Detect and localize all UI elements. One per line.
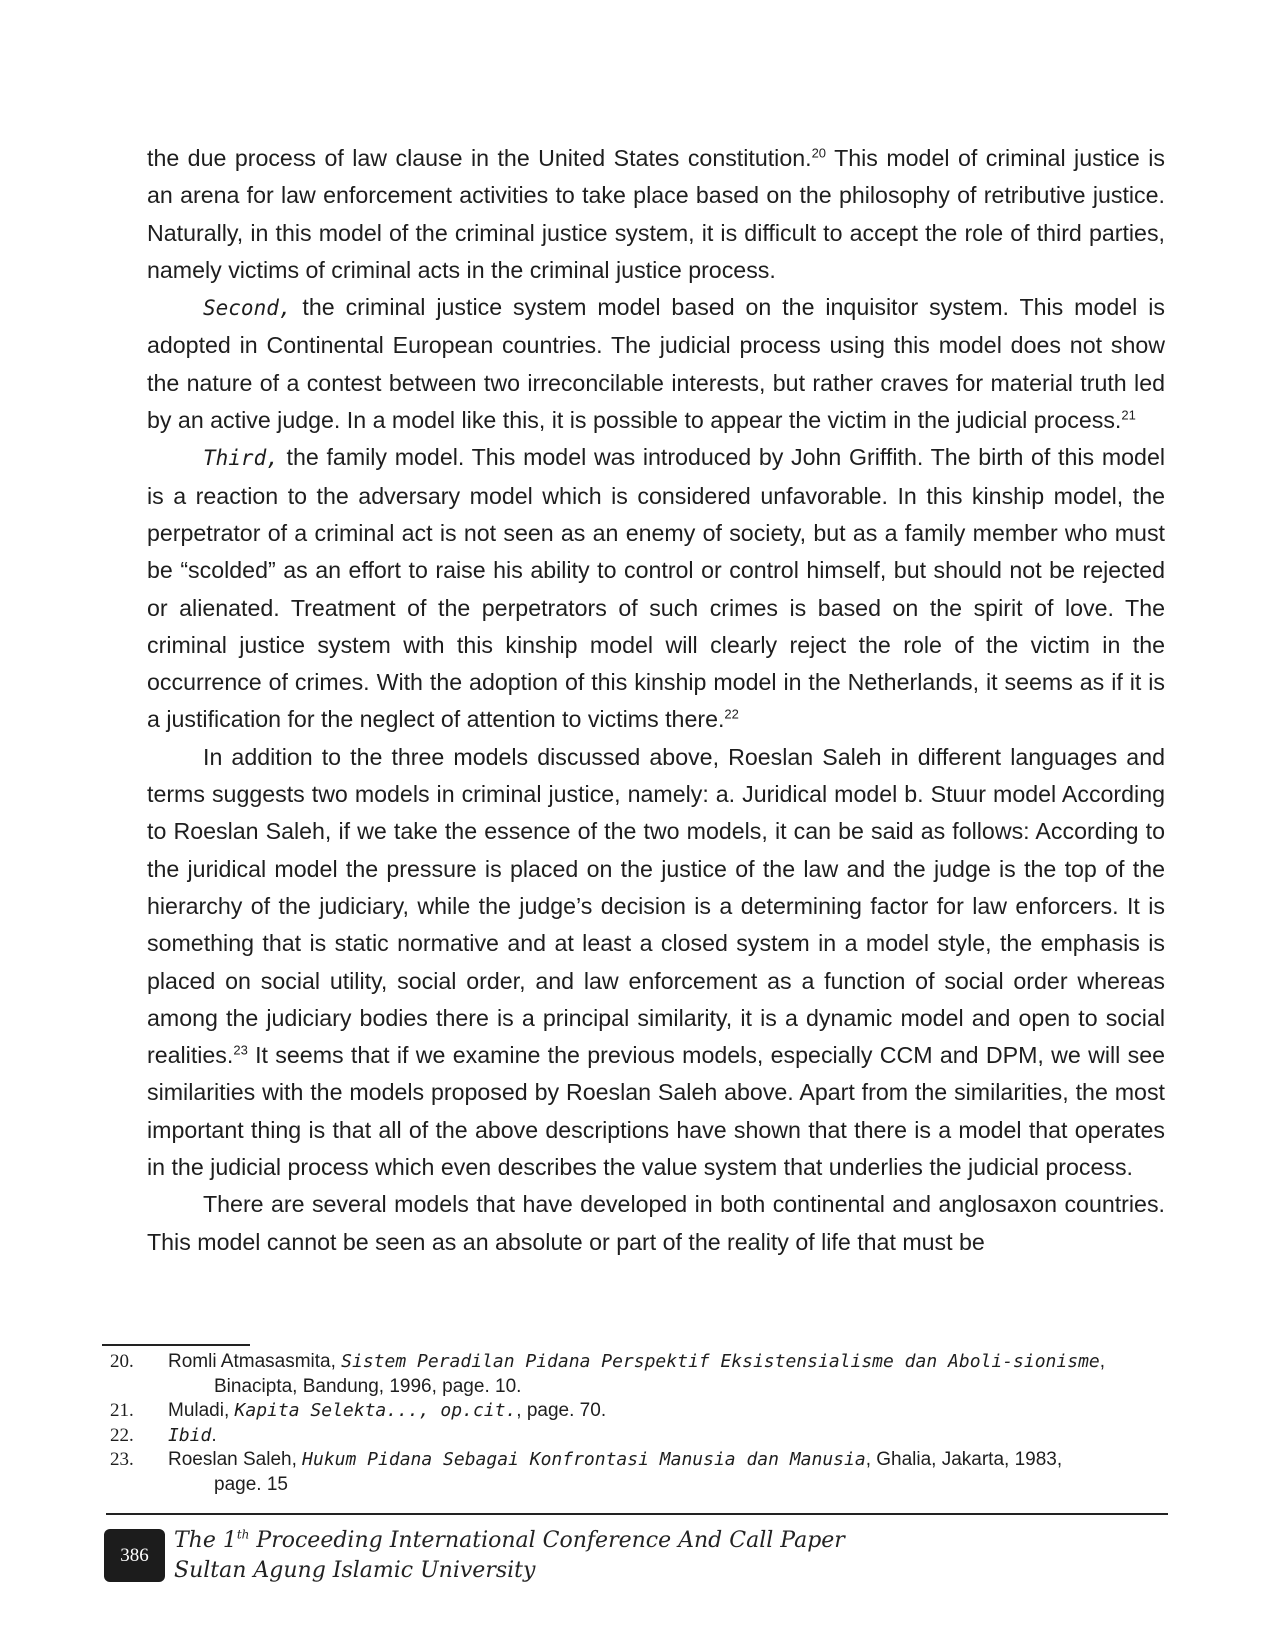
footnote-23: 23. Roeslan Saleh, Hukum Pidana Sebagai Konfrontasi Manusia dan Manusia, Ghalia, Jakarta, 1983, page. 15 — [110, 1449, 1063, 1495]
footer-line-2: Sultan Agung Islamic University — [174, 1558, 536, 1583]
page-number: 386 — [120, 1544, 149, 1566]
footnote-number: 20. — [110, 1351, 134, 1372]
paragraph-3: Third, the family model. This model was introduced by John Griffith. The birth of this model is a reaction to the adversary model which is considered unfavorable. In this kinship model, the perpetrator of a criminal act is not seen as an enemy of society, but as a family member who must be “scolded” as an effort to raise his ability to control or control himself, but should not be rejected or alienated. Treatment of the perpetrators of such crimes is based on the spirit of love. The criminal justice system with this kinship model will clearly reject the role of the victim in the occurrence of crimes. With the adoption of this kinship model in the Netherlands, it seems as if it is a justification for the neglect of attention to victims there.$^{22}$ — [147, 444, 1165, 733]
footnote-number: 22. — [110, 1424, 134, 1446]
footnote-ref-21[interactable]: 21 — [1121, 407, 1136, 423]
footnote-title: Sistem Peradilan Pidana Perspektif Eksistensialisme dan Aboli-sionisme — [341, 1351, 1100, 1372]
footnote-21: 21. Muladi, Kapita Selekta..., op.cit., page. 70. — [110, 1399, 1170, 1424]
footnote-22: 22. Ibid. — [110, 1424, 1170, 1449]
body-text — [147, 140, 1165, 1261]
footer-line-1: The 1th Proceeding International Conference And Call Paper — [174, 1527, 845, 1553]
footnote-ref-23[interactable]: 23 — [233, 1042, 248, 1058]
page-number-badge — [104, 1529, 165, 1582]
footnotes — [110, 1350, 1170, 1497]
footer-rule — [106, 1513, 1168, 1515]
footnote-title: Ibid — [168, 1424, 212, 1446]
footnote-number: 23. — [110, 1449, 134, 1470]
paragraph-1: the due process of law clause in the United States constitution.$^{20}$ This model of criminal justice is an arena for law enforcement activities to take place based on the philosophy of retributive justice. Naturally, in this model of the criminal justice system, it is difficult to accept the role of third parties, namely victims of criminal acts in the criminal justice process. — [147, 145, 1165, 283]
footnote-20: 20. Romli Atmasasmita, Sistem Peradilan Pidana Perspektif Eksistensialisme dan Aboli-sionisme, Binacipta, Bandung, 1996, page. 10. — [110, 1351, 1106, 1397]
footer-title — [174, 1526, 874, 1586]
paragraph-4: In addition to the three models discussed above, Roeslan Saleh in different languages and terms suggests two models in criminal justice, namely: a. Juridical model b. Stuur model According to Roeslan Saleh, if we take the essence of the two models, it can be said as follows: According to the juridical model the pressure is placed on the justice of the law and the judge is the top of the hierarchy of the judiciary, while the judge’s decision is a determining factor for law enforcers. It is something that is static normative and at least a closed system in a model style, the emphasis is placed on social utility, social order, and law enforcement as a function of social order whereas among the judiciary bodies there is a principal similarity, it is a dynamic model and open to social realities.$^{23}$ It seems that if we examine the previous models, especially CCM and DPM, we will see similarities with the models proposed by Roeslan Saleh above. Apart from the similarities, the most important thing is that all of the above descriptions have shown that there is a model that operates in the judicial process which even describes the value system that underlies the judicial process. — [147, 743, 1165, 1181]
footnote-ref-20[interactable]: 20 — [811, 145, 827, 161]
footnote-ref-22[interactable]: 22 — [724, 706, 739, 722]
lead-word-second: Second, — [203, 296, 292, 321]
paragraph-2: Second, the criminal justice system model based on the inquisitor system. This model is adopted in Continental European countries. The judicial process using this model does not show the nature of a contest between two irreconcilable interests, but rather craves for material truth led by an active judge. In a model like this, it is possible to appear the victim in the judicial process.$^{21}$ — [147, 294, 1165, 434]
footnote-title: Hukum Pidana Sebagai Konfrontasi Manusia dan Manusia — [302, 1449, 866, 1470]
footnote-title: Kapita Selekta..., op.cit. — [234, 1400, 517, 1421]
footnote-separator — [102, 1344, 250, 1346]
lead-word-third: Third, — [203, 446, 279, 471]
paragraph-5: There are several models that have developed in both continental and anglosaxon countries. This model cannot be seen as an absolute or part of the reality of life that must be — [147, 1191, 1165, 1255]
footnote-number: 21. — [110, 1400, 134, 1421]
